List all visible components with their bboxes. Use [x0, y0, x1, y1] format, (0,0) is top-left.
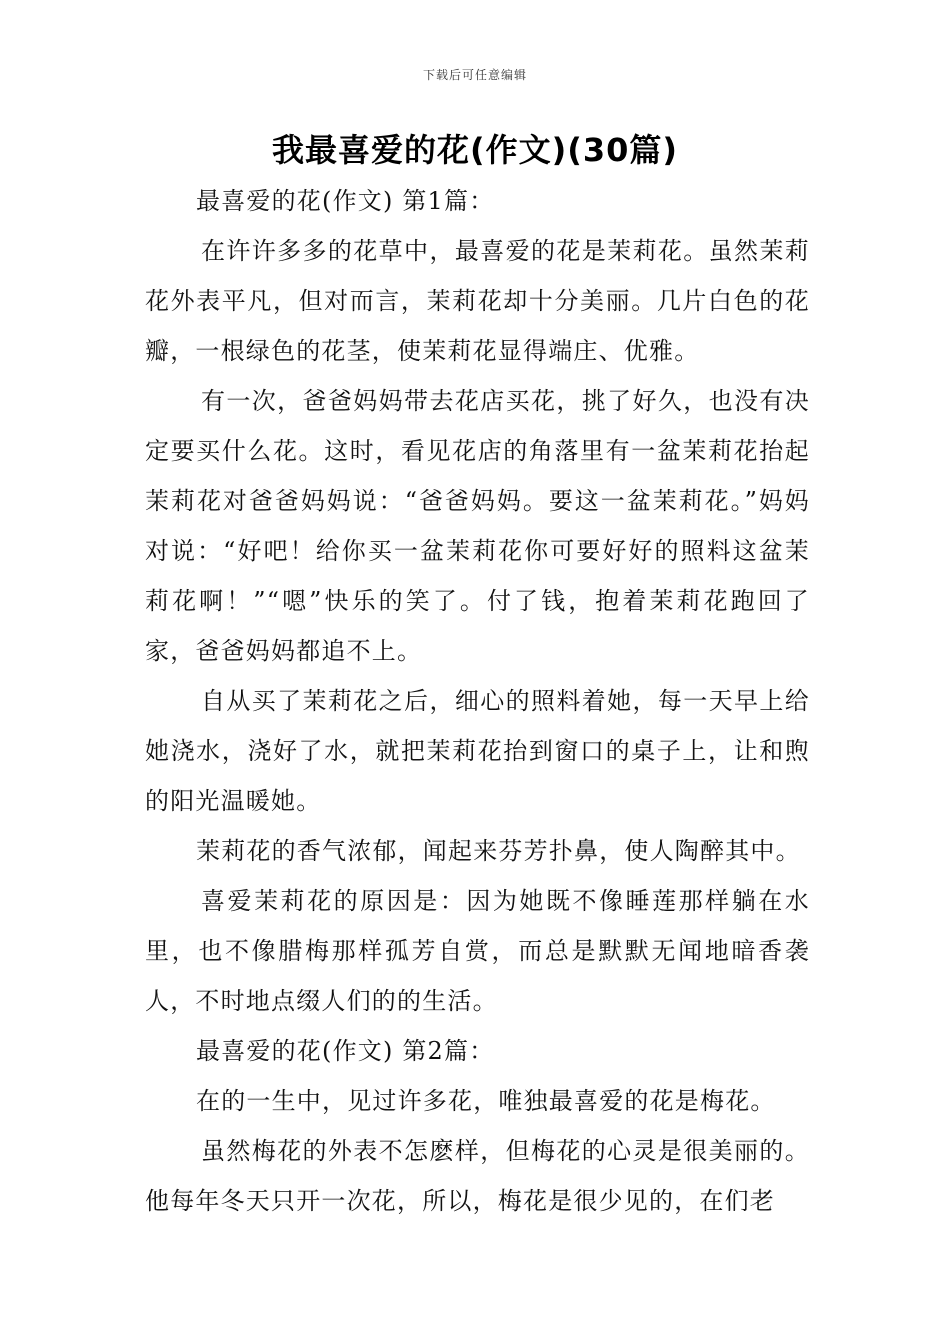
- paragraph: 虽然梅花的外表不怎麽样，但梅花的心灵是很美丽的。他每年冬天只开一次花，所以，梅花是很少见的，在们老: [145, 1137, 810, 1215]
- section-heading: 最喜爱的花(作文) 第2篇：: [196, 1037, 495, 1065]
- paragraph: 自从买了茉莉花之后，细心的照料着她，每一天早上给她浇水，浇好了水，就把茉莉花抬到窗口的桌子上，让和煦的阳光温暖她。: [145, 687, 810, 815]
- document-body: [145, 176, 810, 1226]
- section-heading: 最喜爱的花(作文) 第1篇：: [196, 187, 495, 215]
- paragraph: 喜爱茉莉花的原因是：因为她既不像睡莲那样躺在水里，也不像腊梅那样孤芳自赏，而总是默默无闻地暗香袭人，不时地点缀人们的的生活。: [145, 887, 810, 1015]
- paragraph: 在许许多多的花草中，最喜爱的花是茉莉花。虽然茉莉花外表平凡，但对而言，茉莉花却十分美丽。几片白色的花瓣，一根绿色的花茎，使茉莉花显得端庄、优雅。: [145, 237, 810, 365]
- paragraph: 在的一生中，见过许多花，唯独最喜爱的花是梅花。: [196, 1087, 776, 1115]
- paragraph: 茉莉花的香气浓郁，闻起来芬芳扑鼻，使人陶醉其中。: [196, 837, 801, 865]
- paragraph: 有一次，爸爸妈妈带去花店买花，挑了好久，也没有决定要买什么花。这时，看见花店的角落里有一盆茉莉花抬起茉莉花对爸爸妈妈说：“爸爸妈妈。要这一盆茉莉花。”妈妈对说：“好吧！给你买一盆茉莉花你可要好好的照料这盆茉莉花啊！”“嗯”快乐的笑了。付了钱，抱着茉莉花跑回了家，爸爸妈妈都追不上。: [145, 387, 810, 665]
- page-title: 我最喜爱的花(作文)(30篇): [271, 131, 679, 169]
- header-note: 下载后可任意编辑: [422, 68, 527, 82]
